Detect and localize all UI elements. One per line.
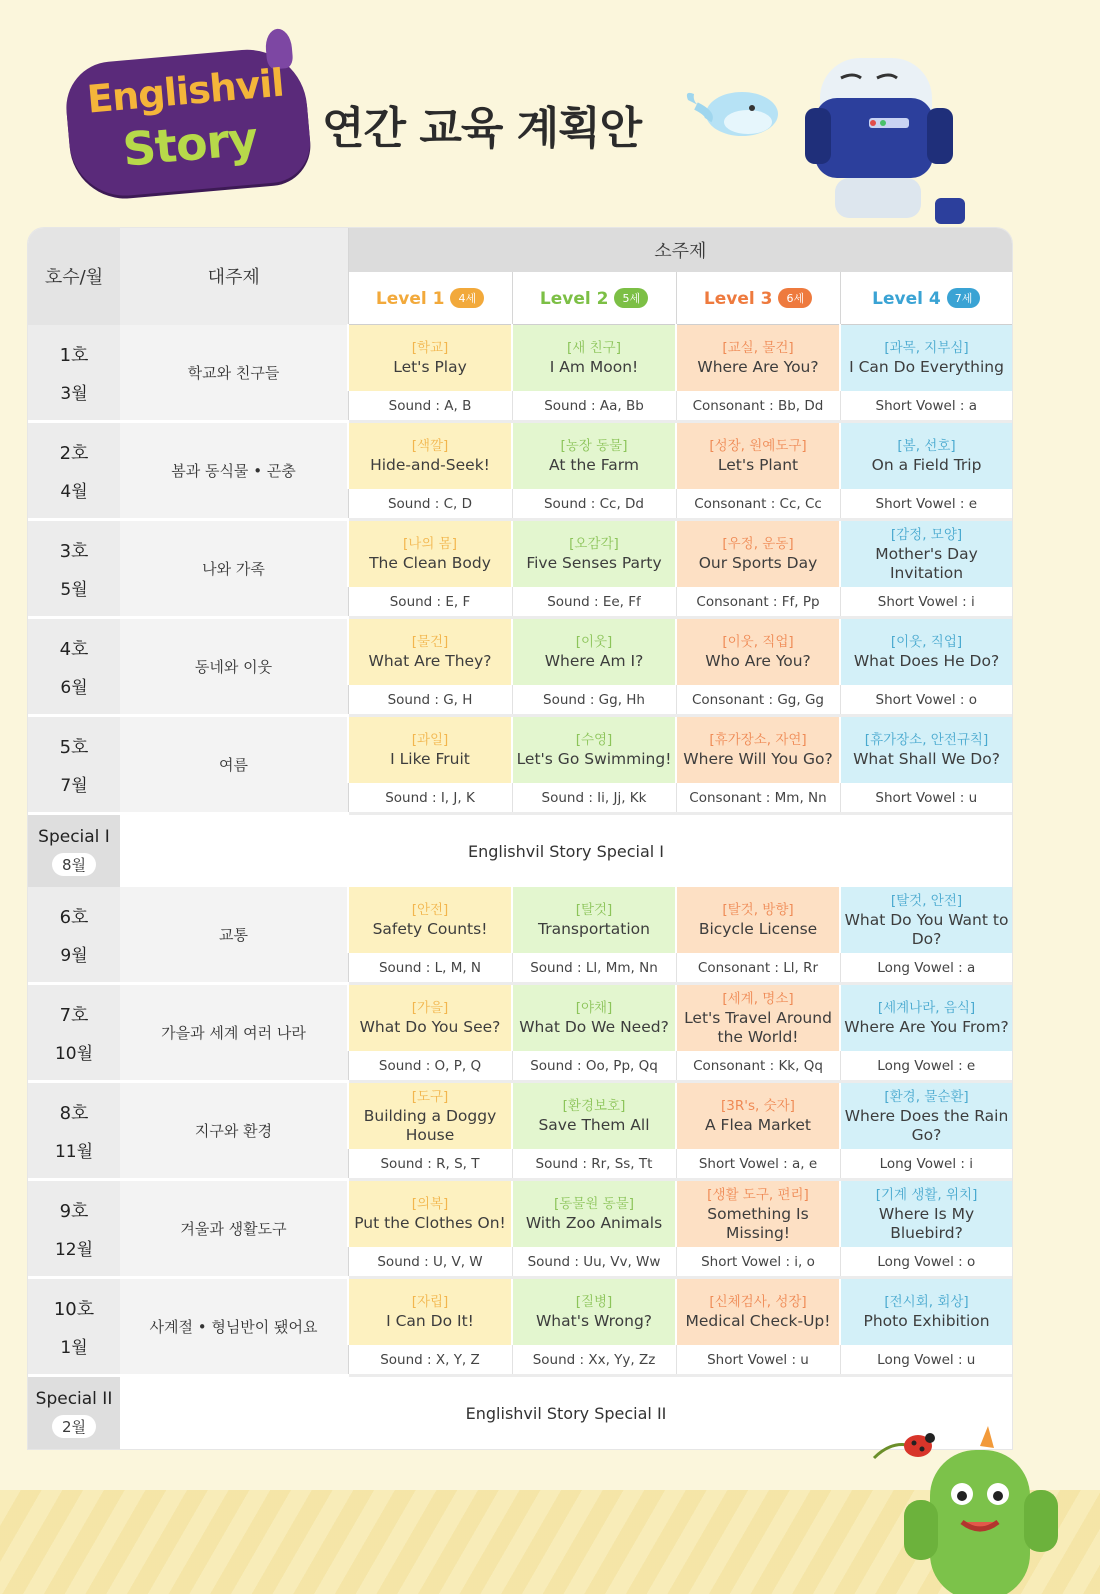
topic-cell-level3 — [676, 325, 840, 392]
topic-category: [가을] — [411, 1000, 449, 1016]
topic-cell-level2 — [512, 618, 676, 686]
topic-cell-level1 — [348, 1278, 512, 1346]
topic-title: I Can Do It! — [386, 1312, 474, 1330]
topic-category: [나의 몸] — [403, 536, 457, 552]
topic-category: [휴가장소, 안전규칙] — [864, 732, 989, 748]
topic-category: [환경보호] — [562, 1098, 626, 1114]
topic-category: [동물원 동물] — [553, 1196, 635, 1212]
main-theme: 동네와 이웃 — [120, 618, 348, 716]
sound-cell-level1: Sound : A, B — [348, 391, 512, 422]
issue-number: 10호 — [53, 1299, 95, 1320]
issue-month: 6월 — [60, 678, 88, 698]
topic-category: [오감각] — [569, 536, 619, 552]
topic-title: Mother's Day Invitation — [875, 544, 978, 582]
topic-category: [도구] — [411, 1088, 449, 1105]
topic-cell-level4 — [840, 984, 1012, 1052]
main-theme: 교통 — [120, 887, 348, 984]
robot-mascot — [795, 38, 975, 230]
topic-title: Where Are You From? — [844, 1018, 1009, 1036]
level-label: Level 2 — [539, 288, 609, 309]
topic-cell-level2 — [512, 887, 676, 953]
topic-cell-level4 — [840, 1180, 1012, 1248]
header-subtopic: 소주제 — [348, 228, 1012, 272]
topic-title: What Are They? — [368, 652, 492, 670]
topic-category: [탈것, 안전] — [890, 892, 963, 909]
issue-cell — [28, 716, 120, 814]
topic-title: What Do We Need? — [519, 1018, 669, 1036]
topic-title: Let's Go Swimming! — [516, 750, 672, 768]
topic-title: What Does He Do? — [853, 652, 1000, 670]
topic-cell-level2 — [512, 1082, 676, 1150]
topic-cell-level1 — [348, 520, 512, 588]
issue-month: 7월 — [60, 776, 88, 796]
topic-title: Building a Doggy House — [363, 1106, 497, 1144]
sound-cell-level3: Consonant : Ll, Rr — [676, 953, 840, 984]
topic-category: [수영] — [575, 732, 613, 748]
page-title: 연간 교육 계획안 — [322, 103, 642, 154]
topic-category: [질병] — [575, 1294, 613, 1310]
topic-category: [3R's, 숫자] — [721, 1098, 795, 1114]
topic-cell-level4 — [840, 325, 1012, 392]
topic-category: [감정, 모양] — [890, 526, 963, 543]
sound-cell-level4: Long Vowel : u — [840, 1345, 1012, 1376]
topic-cell-level1 — [348, 984, 512, 1052]
main-theme: 지구와 환경 — [120, 1082, 348, 1180]
sound-cell-level4: Short Vowel : o — [840, 685, 1012, 716]
header-issue-month: 호수/월 — [28, 228, 120, 325]
topic-category: [환경, 물순환] — [884, 1088, 969, 1105]
topic-title: Where Will You Go? — [683, 750, 833, 768]
topic-cell-level2 — [512, 1180, 676, 1248]
topic-title: Let's Travel Around the World! — [684, 1008, 832, 1046]
topic-category: [새 친구] — [567, 340, 621, 356]
topic-title: Who Are You? — [705, 652, 811, 670]
issue-month: 12월 — [54, 1240, 94, 1260]
topic-title: Safety Counts! — [372, 920, 488, 938]
annual-plan-table — [28, 228, 1012, 1449]
sound-cell-level4: Short Vowel : i — [840, 587, 1012, 618]
issue-number: 6호 — [59, 907, 89, 928]
main-theme: 가을과 세계 여러 나라 — [120, 984, 348, 1082]
sound-cell-level4: Short Vowel : e — [840, 489, 1012, 520]
main-theme: 봄과 동식물 • 곤충 — [120, 422, 348, 520]
issue-cell — [28, 520, 120, 618]
header-main-theme: 대주제 — [120, 228, 348, 325]
topic-cell-level1 — [348, 1180, 512, 1248]
sound-cell-level2: Sound : Xx, Yy, Zz — [512, 1345, 676, 1376]
sound-cell-level2: Sound : Gg, Hh — [512, 685, 676, 716]
topic-cell-level4 — [840, 716, 1012, 784]
sound-cell-level1: Sound : L, M, N — [348, 953, 512, 984]
level-label: Level 1 — [375, 288, 445, 309]
issue-cell — [28, 618, 120, 716]
issue-number: 7호 — [59, 1005, 89, 1026]
topic-category: [우정, 운동] — [722, 536, 794, 552]
topic-title: What's Wrong? — [535, 1312, 653, 1330]
topic-title: Bicycle License — [698, 920, 818, 938]
issue-number: 8호 — [59, 1103, 89, 1124]
topic-category: [이웃, 직업] — [722, 634, 794, 650]
topic-cell-level1 — [348, 887, 512, 953]
topic-category: [생활 도구, 편리] — [707, 1186, 809, 1203]
issue-cell — [28, 325, 120, 422]
issue-number: 4호 — [59, 639, 89, 660]
issue-number: 9호 — [59, 1201, 89, 1222]
sound-cell-level1: Sound : O, P, Q — [348, 1051, 512, 1082]
cactus-mascot — [900, 1420, 1070, 1594]
topic-category: [색깔] — [411, 438, 449, 454]
special1-label: Special I — [38, 826, 110, 847]
englishvil-story-logo — [63, 45, 314, 200]
sound-cell-level3: Consonant : Kk, Qq — [676, 1051, 840, 1082]
topic-cell-level4 — [840, 1082, 1012, 1150]
issue-cell — [28, 1278, 120, 1376]
special2-issue — [28, 1376, 120, 1450]
topic-cell-level1 — [348, 1082, 512, 1150]
sound-cell-level1: Sound : X, Y, Z — [348, 1345, 512, 1376]
topic-cell-level3 — [676, 1180, 840, 1248]
topic-title: Photo Exhibition — [863, 1312, 990, 1330]
issue-month: 4월 — [60, 482, 88, 502]
sound-cell-level2: Sound : Oo, Pp, Qq — [512, 1051, 676, 1082]
topic-cell-level2 — [512, 716, 676, 784]
topic-category: [과목, 지부심] — [884, 340, 969, 356]
sound-cell-level3: Short Vowel : u — [676, 1345, 840, 1376]
level-header-2 — [512, 272, 676, 325]
topic-title: The Clean Body — [369, 554, 491, 572]
topic-cell-level3 — [676, 520, 840, 588]
sound-cell-level3: Consonant : Cc, Cc — [676, 489, 840, 520]
topic-category: [학교] — [411, 340, 449, 356]
topic-title: On a Field Trip — [871, 456, 982, 474]
topic-cell-level2 — [512, 422, 676, 490]
topic-cell-level3 — [676, 984, 840, 1052]
issue-cell — [28, 887, 120, 984]
topic-cell-level1 — [348, 422, 512, 490]
topic-category: [전시회, 회상] — [884, 1294, 969, 1310]
issue-number: 3호 — [59, 541, 89, 562]
main-theme: 나와 가족 — [120, 520, 348, 618]
topic-cell-level4 — [840, 887, 1012, 953]
topic-category: [과일] — [411, 732, 449, 748]
issue-cell — [28, 984, 120, 1082]
topic-category: [기계 생활, 위치] — [875, 1186, 978, 1203]
topic-cell-level1 — [348, 325, 512, 392]
main-theme: 겨울과 생활도구 — [120, 1180, 348, 1278]
topic-category: [탈것] — [575, 902, 613, 918]
topic-title: What Do You See? — [359, 1018, 501, 1036]
sound-cell-level2: Sound : Ii, Jj, Kk — [512, 783, 676, 814]
topic-cell-level2 — [512, 325, 676, 392]
topic-category: [이웃, 직업] — [890, 634, 963, 650]
issue-month: 5월 — [60, 580, 88, 600]
sound-cell-level4: Long Vowel : i — [840, 1149, 1012, 1180]
topic-cell-level3 — [676, 1082, 840, 1150]
special2-month: 2월 — [52, 1415, 96, 1438]
issue-month: 9월 — [60, 946, 88, 966]
topic-title: I Can Do Everything — [849, 358, 1004, 376]
sound-cell-level3: Consonant : Mm, Nn — [676, 783, 840, 814]
topic-title: Something Is Missing! — [707, 1204, 809, 1242]
topic-category: [야채] — [575, 1000, 613, 1016]
topic-cell-level3 — [676, 422, 840, 490]
topic-cell-level3 — [676, 618, 840, 686]
sound-cell-level3: Consonant : Gg, Gg — [676, 685, 840, 716]
topic-title: Let's Play — [393, 358, 467, 376]
topic-category: [교실, 물건] — [722, 340, 794, 356]
issue-number: 1호 — [59, 344, 89, 366]
special1-month: 8월 — [52, 853, 96, 876]
topic-title: Let's Plant — [717, 456, 799, 474]
issue-month: 3월 — [60, 383, 88, 404]
main-theme: 학교와 친구들 — [120, 325, 348, 422]
sound-cell-level2: Sound : Rr, Ss, Tt — [512, 1149, 676, 1180]
issue-cell — [28, 1082, 120, 1180]
level-label: Level 3 — [703, 288, 773, 309]
topic-cell-level3 — [676, 716, 840, 784]
topic-category: [의복] — [411, 1196, 449, 1212]
topic-category: [성장, 원예도구] — [709, 438, 807, 454]
topic-title: Where Am I? — [544, 652, 644, 670]
topic-cell-level2 — [512, 1278, 676, 1346]
topic-title: With Zoo Animals — [525, 1214, 663, 1232]
topic-category: [안전] — [411, 902, 449, 918]
age-badge: 6세 — [778, 288, 812, 308]
topic-title: I Like Fruit — [390, 750, 470, 768]
issue-month: 10월 — [54, 1044, 94, 1064]
sound-cell-level3: Short Vowel : i, o — [676, 1247, 840, 1278]
sound-cell-level4: Long Vowel : e — [840, 1051, 1012, 1082]
sound-cell-level3: Consonant : Ff, Pp — [676, 587, 840, 618]
main-theme: 여름 — [120, 716, 348, 814]
sound-cell-level1: Sound : G, H — [348, 685, 512, 716]
issue-month: 1월 — [60, 1338, 88, 1358]
level-header-1 — [348, 272, 512, 325]
sound-cell-level2: Sound : Ll, Mm, Nn — [512, 953, 676, 984]
topic-title: What Shall We Do? — [853, 750, 1000, 768]
logo-line2: Story — [120, 111, 260, 177]
level-label: Level 4 — [872, 288, 941, 309]
special2-text: Englishvil Story Special II — [120, 1376, 1012, 1450]
topic-title: Medical Check-Up! — [685, 1312, 831, 1330]
age-badge: 4세 — [450, 288, 484, 308]
topic-title: Put the Clothes On! — [354, 1214, 506, 1232]
topic-category: [물건] — [411, 634, 449, 650]
topic-title: Our Sports Day — [698, 554, 818, 572]
topic-cell-level2 — [512, 520, 676, 588]
level-header-3 — [676, 272, 840, 325]
topic-title: Transportation — [538, 920, 650, 938]
issue-month: 11월 — [54, 1142, 94, 1162]
sound-cell-level1: Sound : I, J, K — [348, 783, 512, 814]
sound-cell-level2: Sound : Ee, Ff — [512, 587, 676, 618]
sound-cell-level1: Sound : R, S, T — [348, 1149, 512, 1180]
special1-issue — [28, 814, 120, 888]
topic-title: At the Farm — [549, 456, 639, 474]
sound-cell-level2: Sound : Uu, Vv, Ww — [512, 1247, 676, 1278]
sound-cell-level1: Sound : E, F — [348, 587, 512, 618]
sound-cell-level4: Long Vowel : o — [840, 1247, 1012, 1278]
topic-cell-level3 — [676, 1278, 840, 1346]
topic-cell-level4 — [840, 520, 1012, 588]
topic-title: Where Is My Bluebird? — [878, 1204, 975, 1242]
topic-category: [탈것, 방향] — [722, 902, 794, 918]
topic-title: I Am Moon! — [549, 358, 639, 376]
issue-number: 2호 — [59, 443, 89, 464]
topic-cell-level1 — [348, 618, 512, 686]
sound-cell-level4: Short Vowel : u — [840, 783, 1012, 814]
special1-text: Englishvil Story Special I — [120, 814, 1012, 888]
topic-category: [세계나라, 음식] — [877, 1000, 976, 1016]
sound-cell-level4: Short Vowel : a — [840, 391, 1012, 422]
sound-cell-level4: Long Vowel : a — [840, 953, 1012, 984]
age-badge: 7세 — [947, 288, 981, 308]
topic-category: [이웃] — [575, 634, 613, 650]
logo-line1: Englishvil — [85, 60, 286, 122]
sound-cell-level2: Sound : Cc, Dd — [512, 489, 676, 520]
topic-cell-level1 — [348, 716, 512, 784]
topic-category: [휴가장소, 자연] — [709, 732, 807, 748]
topic-cell-level4 — [840, 1278, 1012, 1346]
topic-cell-level4 — [840, 422, 1012, 490]
topic-title: A Flea Market — [705, 1116, 811, 1134]
topic-title: Hide-and-Seek! — [370, 456, 490, 474]
sound-cell-level1: Sound : U, V, W — [348, 1247, 512, 1278]
topic-category: [신체검사, 성장] — [709, 1294, 807, 1310]
sound-cell-level1: Sound : C, D — [348, 489, 512, 520]
whale-mascot — [682, 84, 782, 140]
level-header-4 — [840, 272, 1012, 325]
topic-cell-level2 — [512, 984, 676, 1052]
issue-number: 5호 — [59, 737, 89, 758]
topic-cell-level4 — [840, 618, 1012, 686]
topic-category: [봄, 선호] — [897, 438, 956, 454]
age-badge: 5세 — [614, 288, 648, 308]
topic-title: Where Does the Rain Go? — [844, 1106, 1009, 1144]
topic-cell-level3 — [676, 887, 840, 953]
issue-cell — [28, 1180, 120, 1278]
topic-category: [세계, 명소] — [722, 990, 794, 1007]
special2-label: Special II — [35, 1388, 113, 1409]
sound-cell-level2: Sound : Aa, Bb — [512, 391, 676, 422]
topic-title: Where Are You? — [697, 358, 819, 376]
topic-title: What Do You Want to Do? — [844, 910, 1009, 948]
topic-category: [농장 동물] — [560, 438, 628, 454]
issue-cell — [28, 422, 120, 520]
topic-title: Save Them All — [538, 1116, 650, 1134]
topic-category: [자립] — [411, 1294, 449, 1310]
sound-cell-level3: Consonant : Bb, Dd — [676, 391, 840, 422]
topic-title: Five Senses Party — [526, 554, 662, 572]
main-theme: 사계절 • 형님반이 됐어요 — [120, 1278, 348, 1376]
sound-cell-level3: Short Vowel : a, e — [676, 1149, 840, 1180]
